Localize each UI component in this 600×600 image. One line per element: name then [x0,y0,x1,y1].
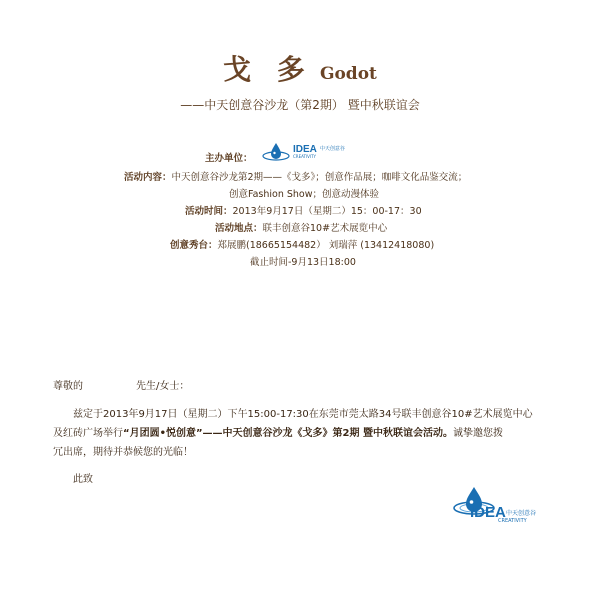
content-value-1: 中天创意谷沙龙第2期——《戈多》；创意作品展；咖啡文化品鉴交流； [171,172,468,183]
place-line [215,220,387,234]
logo-text: IDEA [293,144,317,155]
invitation-subtitle: ——中天创意谷沙龙（第2期） 暨中秋联谊会 [180,98,420,112]
host-label: 主办单位： [205,153,253,164]
place-label: 活动地点： [215,223,263,234]
footer-logo-chinese: 中天创意谷 [506,510,537,517]
content-label: 活动内容： [124,172,172,183]
content-line-1 [124,169,467,183]
show-line [170,237,434,251]
host-logo [262,142,345,162]
water-drop-icon [262,142,290,162]
letter-line-2c: 诚挚邀您拨 [452,428,503,439]
logo-subtext: CREATIVITY [293,154,316,159]
time-value: 2013年9月17日（星期二）15：00-17：30 [232,206,422,217]
salutation: 尊敬的 [53,381,83,392]
footer-logo-subtext: CREATIVITY [498,518,527,524]
letter-event-name: “月团圆•悦创意”——中天创意谷沙龙《戈多》第2期 暨中秋联谊会活动。 [123,428,453,439]
content-line-2 [229,186,379,200]
content-value-2: 创意Fashion Show；创意动漫体验 [229,189,380,200]
logo-chinese: 中天创意谷 [319,146,345,152]
show-label: 创意秀台： [170,240,218,251]
place-value: 联丰创意谷10#艺术展览中心 [262,223,388,234]
time-line [185,203,422,217]
invitation-title [0,48,600,88]
footer-logo-text: IDEA [470,504,506,521]
show-value: 郑展鹏(18665154482） 刘瑞萍 (13412418080) [217,240,435,251]
letter-line-1: 兹定于2013年9月17日（星期二）下午15:00-17:30在东莞市莞太路34号联丰创意谷10#艺术展览中心 [73,409,533,420]
time-label: 活动时间： [185,206,233,217]
deadline-line: 截止时间-9月13日18:00 [250,257,356,268]
letter-line-2 [53,424,563,443]
letter-line-2a: 及红砖广场举行 [53,428,123,439]
footer-logo [452,486,562,526]
host-line [205,150,253,164]
salutation-title: 先生/女士： [136,381,190,392]
title-chinese: 戈 多 [223,53,313,86]
letter-line-3: 冗出席，期待并恭候您的光临！ [53,447,193,458]
closing: 此致 [73,474,93,485]
title-english: Godot [319,64,377,84]
